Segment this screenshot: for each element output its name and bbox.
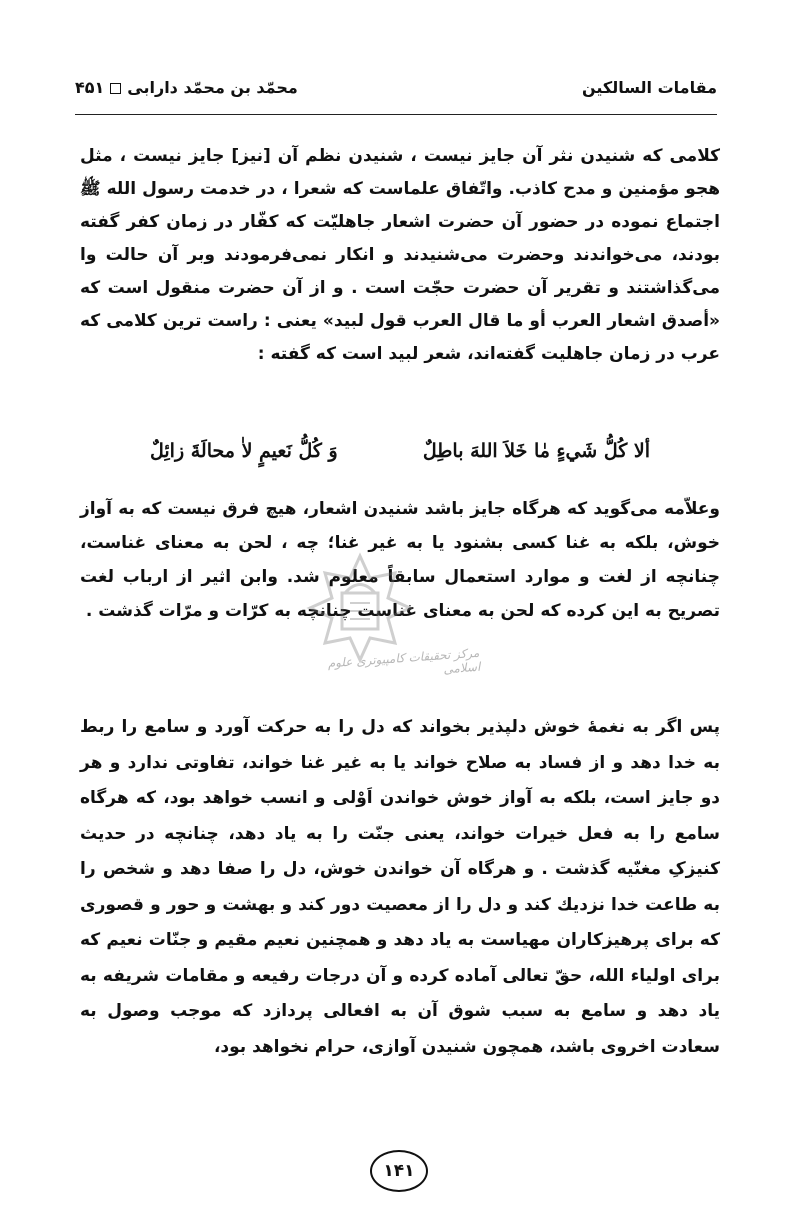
paragraph-2-text: وعلاّمه می‌گوید که هرگاه جایز باشد شنیدن اشعار، هیچ فرق نیست که به آواز خوش، بلکه به غنا کسی بشنود یا به غیر غنا؛ چه ، لحن به معنای غناست، چنانچه از لغت و موارد استعمال سابقاً معلوم شد. وابن اثیر از ارباب لغت تصریح به این کرده که لحن به معنای غناست چنانچه به کرّات و مرّات گذشت .: [80, 499, 720, 621]
separator-box-icon: [110, 83, 121, 94]
author-name: محمّد بن محمّد دارابی: [127, 78, 298, 97]
verse-hemistich-2: وَ كُلُّ نَعيمٍ لاٰ محالَةَ زائِلٌ: [150, 440, 338, 462]
book-title: مقامات السالكين: [581, 78, 717, 97]
paragraph-1: [80, 140, 720, 371]
paragraph-3: [80, 710, 720, 1065]
watermark-caption: مرکز تحقیقات کامپیوتری علوم اسلامی: [327, 645, 481, 677]
header-author-page: [75, 78, 298, 97]
paragraph-3-text: پس اگر به نغمهٔ خوش دلپذیر بخواند که دل را به حرکت آورد و سامع را ربط به خدا دهد و از فساد به صلاح خواند یا به غیر غنا خواند، تفاوتی ندارد و هر دو جایز است، بلکه به آواز خوش خواندن اَوْلی و انسب خواهد بود، که هرگاه سامع را به فعل خیرات خواند، یعنی جنّت را به یاد دهد، چنانچه در حدیث کنیزکِ مغنّیه گذشت . و هرگاه آن خواندن خوش، دل را صفا دهد و شخص را به طاعت خدا نزدیك کند و دل را از معصیت دور کند و بهشت و حور و قصوری که برای پرهیزکاران مهیاست به یاد دهد و همچنین نعیم مقیم و جنّات نعیم که برای اولیاء الله، حقّ تعالی آماده کرده و آن درجات رفیعه و مقامات شریفه به یاد دهد و سامع به سبب شوق آن به افعالی پردازد که موجب وصول به سعادت اخروی باشد، همچون شنیدن آوازی، حرام نخواهد بود،: [80, 717, 720, 1057]
header-divider: [75, 114, 717, 115]
library-seal-watermark: [300, 548, 420, 668]
running-header: [75, 72, 717, 112]
header-page-ref: ۴۵۱: [75, 78, 105, 97]
verse-hemistich-1: ألا كُلُّ شَيءٍ مٰا خَلاَ اللهَ باطِلٌ: [422, 440, 650, 462]
paragraph-1-text: کلامی که شنیدن نثر آن جایز نیست ، شنیدن نظم آن [نیز] جایز نیست ، مثل هجو مؤمنین و مدح کاذب. واتّفاق علماست که شعرا ، در خدمت رسول الله ﷺ اجتماع نموده در حضور آن حضرت اشعار جاهلیّت که کفّار در زمان کفر گفته بودند، می‌خواندند وحضرت می‌شنیدند و انکار نمی‌فرمودند وبر آن حالت وا می‌گذاشتند و تقریر آن حضرت حجّت است . و از آن حضرت منقول است که «أصدق اشعار العرب أو ما قال العرب قول لبید» یعنی : راست ترین کلامی که عرب در زمان جاهلیت گفته‌اند، شعر لبید است که گفته :: [80, 146, 720, 364]
page-number: ۱۴۱: [383, 1161, 415, 1181]
page-number-badge: [370, 1150, 426, 1190]
poem-verse: [150, 440, 650, 476]
